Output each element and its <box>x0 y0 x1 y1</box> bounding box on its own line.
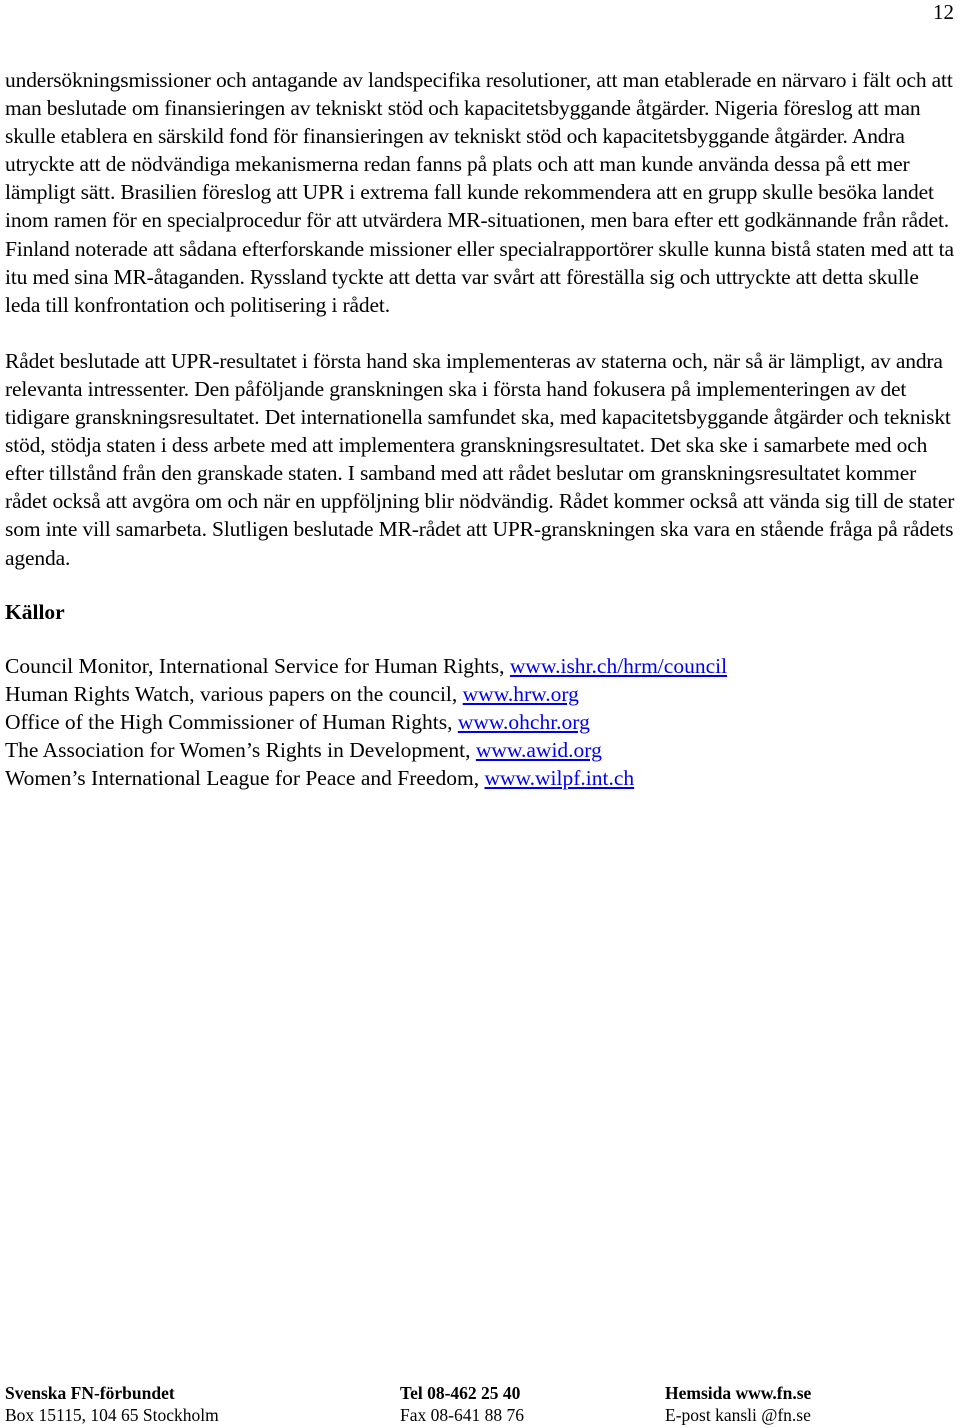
footer-tel: Tel 08-462 25 40 <box>400 1383 521 1403</box>
source-text: Human Rights Watch, various papers on the council, <box>5 681 463 706</box>
source-link-awid[interactable]: www.awid.org <box>475 737 602 762</box>
page-footer <box>5 1382 955 1426</box>
paragraph-1: undersökningsmissioner och antagande av landspecifika resolutioner, att man etablerade en närvaro i fält och att man beslutade om finansieringen av tekniskt stöd och kapacitetsbyggande åtgärder. Nigeria föreslog att man skulle etablera en särskild fond för finansieringen av tekniskt stöd och kapacitetsbyggande åtgärder. Andra utryckte att de nödvändiga mekanismerna redan fanns på plats och att man kunde använda dessa på ett mer lämpligt sätt. Brasilien föreslog att UPR i extrema fall kunde rekommendera att en grupp skulle besöka landet inom ramen för en specialprocedur för att utvärdera MR-situationen, men bara efter ett godkännande från rådet. Finland noterade att sådana efterforskande missioner eller specialrapportörer skulle kunna bistå staten med att ta itu med sina MR-åtaganden. Ryssland tyckte att detta var svårt att föreställa sig och uttryckte att detta skulle leda till konfrontation och politisering i rådet. <box>5 68 954 317</box>
source-link-ohchr[interactable]: www.ohchr.org <box>457 709 590 734</box>
sources-heading: Källor <box>5 599 65 624</box>
source-item <box>5 708 955 736</box>
source-item <box>5 764 955 792</box>
source-item <box>5 680 955 708</box>
sources-list <box>5 652 955 792</box>
source-link-ishr[interactable]: www.ishr.ch/hrm/council <box>509 653 728 678</box>
document-body <box>5 66 955 792</box>
footer-row-top <box>5 1382 955 1404</box>
page-number: 12 <box>933 0 954 24</box>
footer-row-bottom <box>5 1404 955 1426</box>
source-text: Office of the High Commissioner of Human Rights, <box>5 709 458 734</box>
footer-fax: Fax 08-641 88 76 <box>400 1405 524 1425</box>
source-link-wilpf[interactable]: www.wilpf.int.ch <box>484 765 635 790</box>
source-link-hrw[interactable]: www.hrw.org <box>462 681 579 706</box>
footer-website: Hemsida www.fn.se <box>665 1383 812 1403</box>
source-item <box>5 652 955 680</box>
footer-email: E-post kansli @fn.se <box>665 1405 811 1425</box>
paragraph-2: Rådet beslutade att UPR-resultatet i första hand ska implementeras av staterna och, när så är lämpligt, av andra relevanta intressenter. Den påföljande granskningen ska i första hand fokusera på implementeringen av det tidigare granskningsresultatet. Det internationella samfundet ska, med kapacitetsbyggande åtgärder och tekniskt stöd, stödja staten i dess arbete med att implementera granskningsresultatet. Det ska ske i samarbete med och efter tillstånd från den granskade staten. I samband med att rådet beslutar om granskningsresultatet kommer rådet också att avgöra om och när en uppföljning blir nödvändig. Rådet kommer också att vända sig till de stater som inte vill samarbeta. Slutligen beslutade MR-rådet att UPR-granskningen ska vara en stående fråga på rådets agenda. <box>5 348 955 570</box>
source-text: Council Monitor, International Service for Human Rights, <box>5 653 510 678</box>
source-text: The Association for Women’s Rights in Development, <box>5 737 476 762</box>
source-text: Women’s International League for Peace and Freedom, <box>5 765 485 790</box>
footer-org-name: Svenska FN-förbundet <box>5 1383 175 1403</box>
footer-address: Box 15115, 104 65 Stockholm <box>5 1405 219 1425</box>
source-item <box>5 736 955 764</box>
